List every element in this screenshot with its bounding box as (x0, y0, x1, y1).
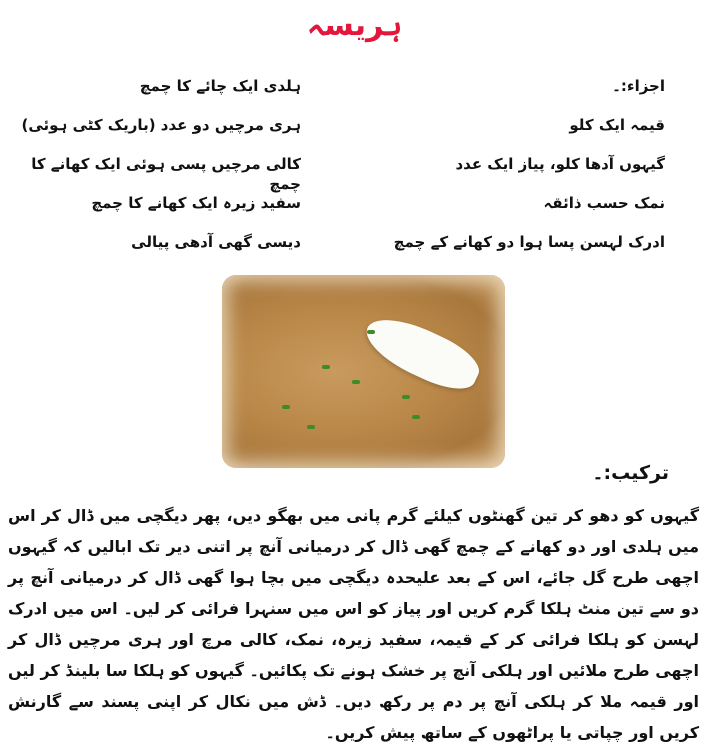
ingredients-heading: اجزاء:۔ (612, 77, 665, 95)
haleem-dish-photo (222, 275, 505, 468)
ingredient-item: سفید زیرہ ایک کھانے کا چمچ (91, 194, 301, 212)
ingredient-item: قیمہ ایک کلو (569, 116, 665, 134)
ingredient-item: گیہوں آدھا کلو، پیاز ایک عدد (455, 155, 665, 173)
ingredient-item: دیسی گھی آدھی پیالی (131, 233, 301, 251)
ingredient-item: کالی مرچیں پسی ہوئی ایک کھانے کا چمچ (31, 155, 301, 193)
method-heading: ترکیب:۔ (592, 462, 669, 484)
ingredient-item: نمک حسب ذائقہ (543, 194, 665, 212)
ingredient-item: ہلدی ایک چائے کا چمچ (139, 77, 301, 95)
ingredients-right-column (365, 76, 665, 271)
ingredient-item: ادرک لہسن پسا ہوا دو کھانے کے چمچ (393, 233, 665, 251)
method-text: گیہوں کو دھو کر تین گھنٹوں کیلئے گرم پانی میں بھگو دیں، پھر دیگچی میں ڈال کر اس میں ہلدی اور دو کھانے کے چمچ گھی ڈال کر درمیانی آنچ پر اتنی دیر تک ابالیں کہ گیہوں اچھی طرح گل جائے، اس کے بعد علیحدہ دیگچی میں بچا ہوا گھی ڈال کر درمیانی آنچ پر دو سے تین منٹ ہلکا گرم کریں اور پیاز کو اس میں سنہرا فرائی کر لیں۔ اس میں ادرک لہسن کو ہلکا فرائی کر کے قیمہ، سفید زیرہ، نمک، کالی مرچ اور ہری مرچیں ڈال کر اچھی طرح ملائیں اور ہلکی آنچ پر خشک ہونے تک پکائیں۔ گیہوں کو ہلکا سا بلینڈ کر لیں اور قیمہ ملا کر ہلکی آنچ پر دم پر رکھ دیں۔ ڈش میں نکال کر اپنی پسند سے گارنش کریں اور چپاتی یا پراٹھوں کے ساتھ پیش کریں۔ (8, 506, 699, 742)
ingredients-left-column (11, 76, 301, 271)
recipe-title: ہریسہ (306, 8, 403, 43)
ingredient-item: ہری مرچیں دو عدد (باریک کٹی ہوئی) (21, 116, 301, 134)
